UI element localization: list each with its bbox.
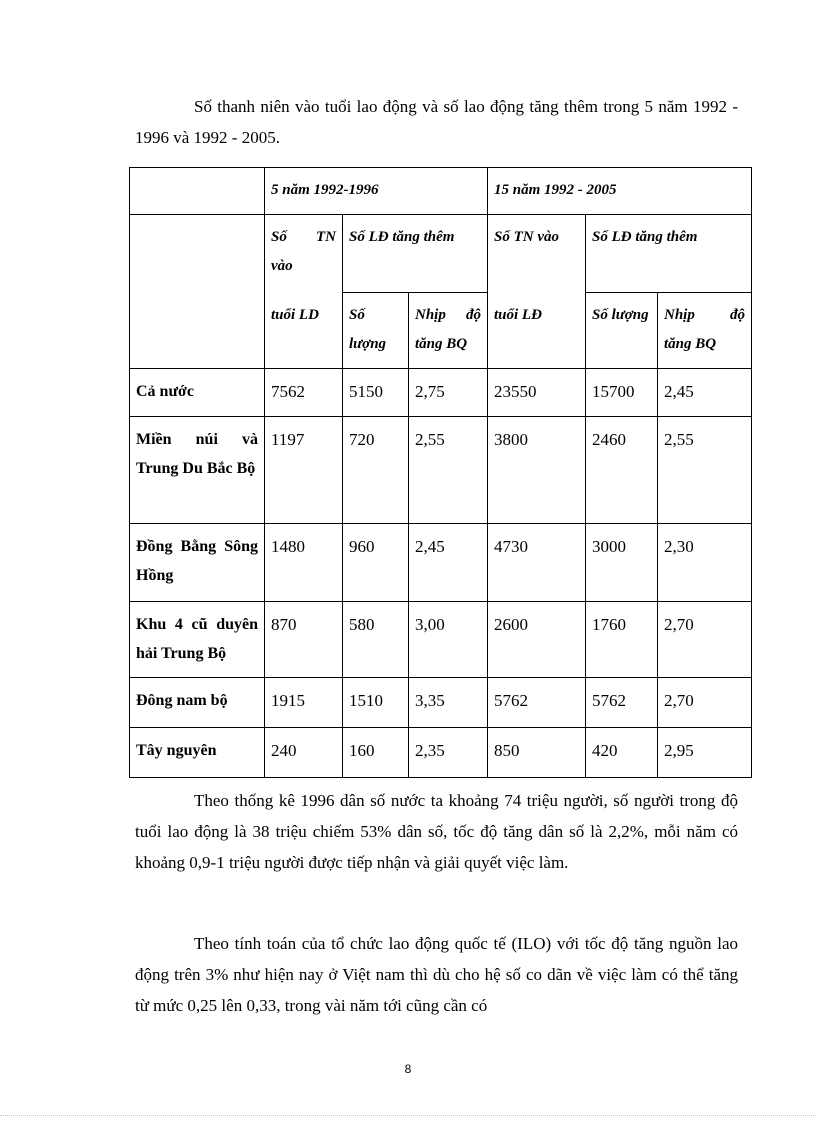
cell: 15700 <box>586 369 658 417</box>
header-so-ld-tang-them-p2: Số LĐ tăng thêm <box>586 215 752 293</box>
cell: 3,35 <box>409 678 488 728</box>
header-so-tn-vao-p2: Số TN vào tuổi LĐ <box>488 215 586 369</box>
cell: 870 <box>265 602 343 678</box>
cell: 2,45 <box>658 369 752 417</box>
cell: 2,95 <box>658 728 752 778</box>
table-row <box>130 369 752 417</box>
cell: 1197 <box>265 417 343 524</box>
cell: 5762 <box>586 678 658 728</box>
header-so-ld-tang-them-p1: Số LĐ tăng thêm <box>343 215 488 293</box>
cell: 2,55 <box>658 417 752 524</box>
cell: 2,70 <box>658 602 752 678</box>
header-so-luong-p2: Số lượng <box>586 293 658 369</box>
header-nhip-do-p2: Nhịp độ tăng BQ <box>658 293 752 369</box>
header-period-2: 15 năm 1992 - 2005 <box>488 168 752 215</box>
cell: 2,55 <box>409 417 488 524</box>
table-row <box>130 678 752 728</box>
header-nhip-do-p1: Nhịp độ tăng BQ <box>409 293 488 369</box>
label-column-header <box>130 215 265 369</box>
labor-table <box>129 167 752 778</box>
cell: 1760 <box>586 602 658 678</box>
corner-cell <box>130 168 265 215</box>
cell: 7562 <box>265 369 343 417</box>
statistics-paragraph: Theo thống kê 1996 dân số nước ta khoảng 74 triệu người, số người trong độ tuổi lao động là 38 triệu chiếm 53% dân số, tốc độ tăng dân số là 2,2%, mỗi năm có khoảng 0,9-1 triệu người được tiếp nhận và giải quyết việc làm. <box>135 791 738 872</box>
row-label: Miền núi và Trung Du Bắc Bộ <box>130 417 265 524</box>
cell: 960 <box>343 524 409 602</box>
page-number: 8 <box>404 1062 412 1076</box>
cell: 2,75 <box>409 369 488 417</box>
cell: 3800 <box>488 417 586 524</box>
cell: 2460 <box>586 417 658 524</box>
cell: 5150 <box>343 369 409 417</box>
row-label: Tây nguyên <box>130 728 265 778</box>
header-so-tn-vao-p1: Số TN vào tuổi LD <box>265 215 343 369</box>
cell: 580 <box>343 602 409 678</box>
cell: 420 <box>586 728 658 778</box>
header-period-1: 5 năm 1992-1996 <box>265 168 488 215</box>
cell: 2,70 <box>658 678 752 728</box>
page-footer-divider <box>0 1115 816 1116</box>
table-row <box>130 417 752 524</box>
cell: 720 <box>343 417 409 524</box>
row-label: Khu 4 cũ duyên hải Trung Bộ <box>130 602 265 678</box>
cell: 1480 <box>265 524 343 602</box>
row-label: Đông nam bộ <box>130 678 265 728</box>
cell: 5762 <box>488 678 586 728</box>
cell: 2,35 <box>409 728 488 778</box>
table-row <box>130 524 752 602</box>
cell: 1915 <box>265 678 343 728</box>
cell: 2600 <box>488 602 586 678</box>
cell: 850 <box>488 728 586 778</box>
row-label: Cả nước <box>130 369 265 417</box>
cell: 3,00 <box>409 602 488 678</box>
header-so-luong-p1: Số lượng <box>343 293 409 369</box>
cell: 2,45 <box>409 524 488 602</box>
table-row <box>130 728 752 778</box>
intro-paragraph: Số thanh niên vào tuổi lao động và số lao động tăng thêm trong 5 năm 1992 - 1996 và 1992 - 2005. <box>135 97 738 147</box>
cell: 3000 <box>586 524 658 602</box>
ilo-paragraph: Theo tính toán của tổ chức lao động quốc tế (ILO) với tốc độ tăng nguồn lao động trên 3% như hiện nay ở Việt nam thì dù cho hệ số co dãn về việc làm có thể tăng từ mức 0,25 lên 0,33, trong vài năm tới cũng cần có <box>135 934 738 1015</box>
cell: 1510 <box>343 678 409 728</box>
cell: 2,30 <box>658 524 752 602</box>
cell: 240 <box>265 728 343 778</box>
table-row <box>130 602 752 678</box>
row-label: Đồng Bằng Sông Hồng <box>130 524 265 602</box>
cell: 160 <box>343 728 409 778</box>
cell: 23550 <box>488 369 586 417</box>
cell: 4730 <box>488 524 586 602</box>
